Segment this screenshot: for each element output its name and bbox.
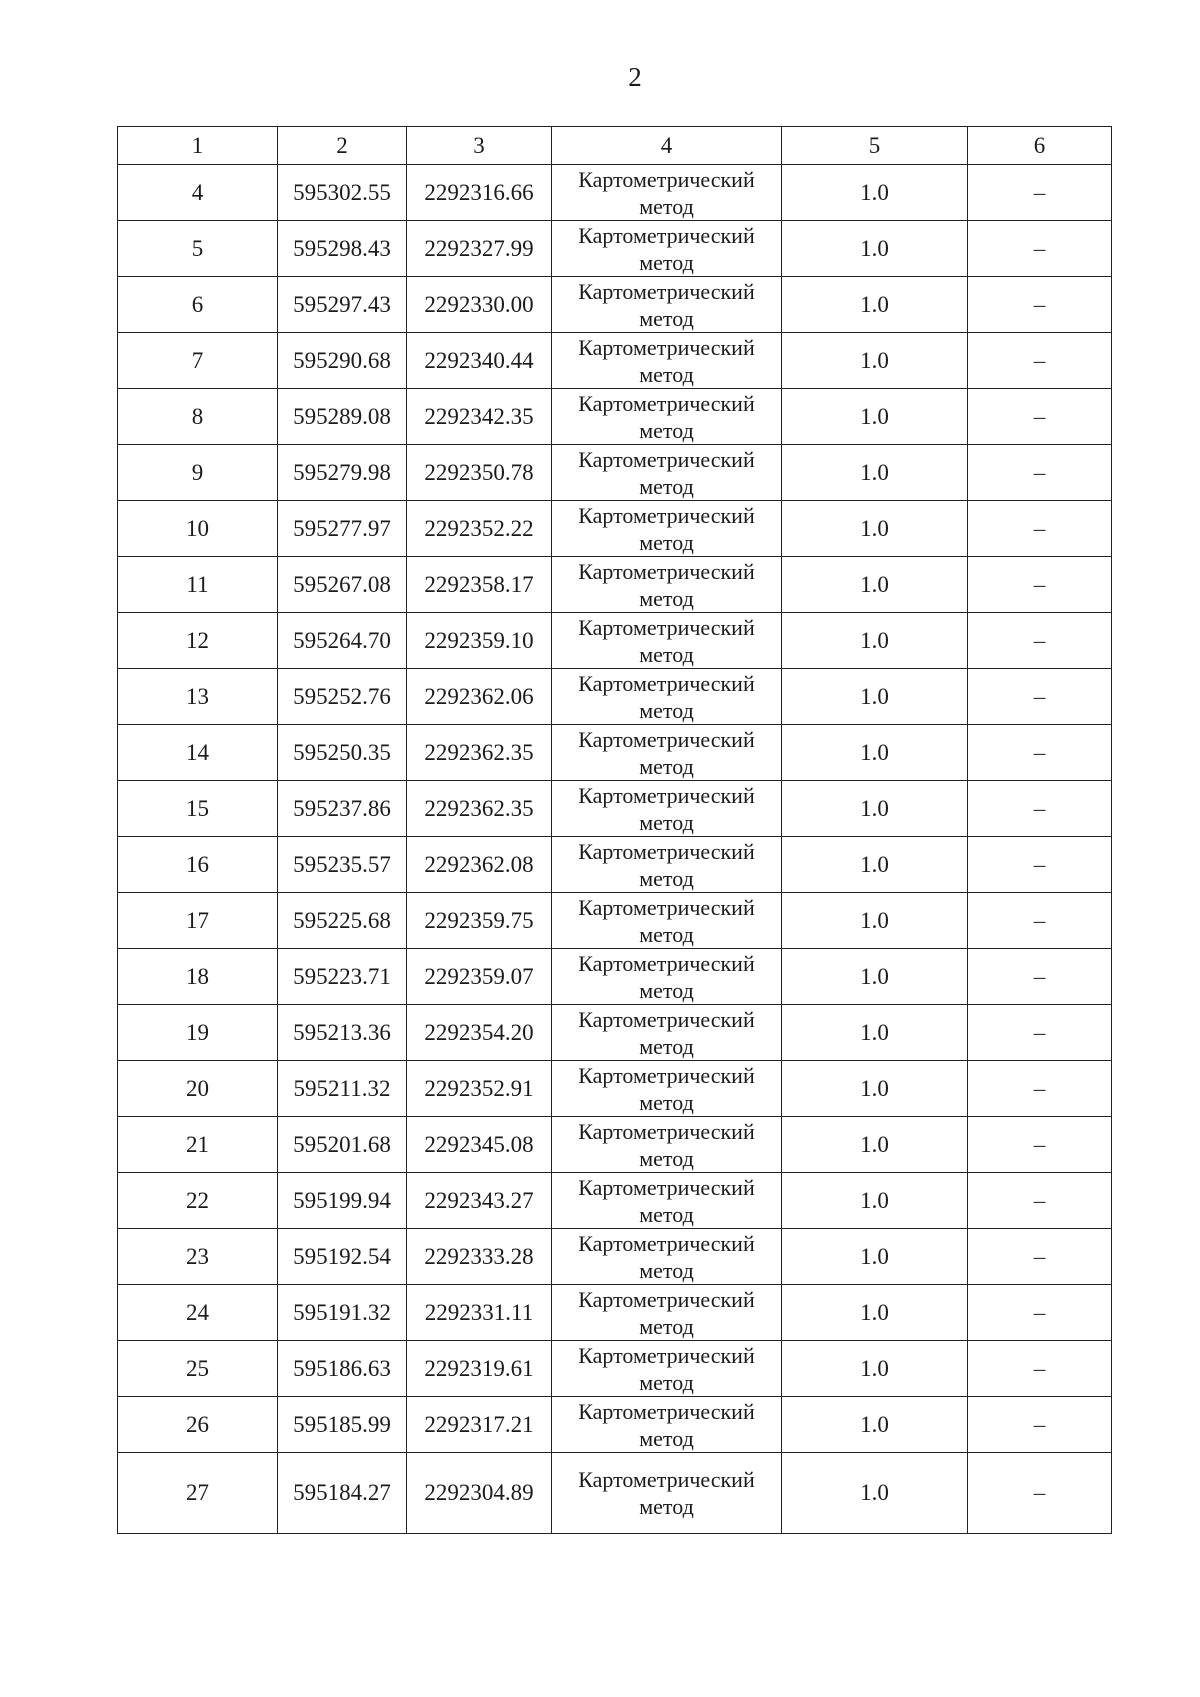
y-coordinate-cell: 2292316.66 <box>407 165 552 221</box>
y-coordinate-cell: 2292317.21 <box>407 1397 552 1453</box>
table-header-row <box>118 127 1112 165</box>
accuracy-cell: 1.0 <box>782 1285 968 1341</box>
method-line-1: Картометрический <box>578 1467 755 1492</box>
method-cell <box>552 1117 782 1173</box>
point-number-cell: 25 <box>118 1341 278 1397</box>
y-coordinate-cell: 2292359.10 <box>407 613 552 669</box>
table-row <box>118 949 1112 1005</box>
x-coordinate-cell: 595223.71 <box>278 949 407 1005</box>
note-cell: – <box>968 333 1112 389</box>
method-cell <box>552 221 782 277</box>
note-cell: – <box>968 1173 1112 1229</box>
method-line-1: Картометрический <box>578 1174 755 1200</box>
accuracy-cell: 1.0 <box>782 277 968 333</box>
note-cell: – <box>968 1061 1112 1117</box>
accuracy-cell: 1.0 <box>782 1005 968 1061</box>
x-coordinate-cell: 595235.57 <box>278 837 407 893</box>
note-cell: – <box>968 557 1112 613</box>
point-number-cell: 4 <box>118 165 278 221</box>
method-line-1: Картометрический <box>578 1118 755 1144</box>
point-number-cell: 10 <box>118 501 278 557</box>
column-header: 2 <box>278 127 407 165</box>
point-number-cell: 11 <box>118 557 278 613</box>
x-coordinate-cell: 595213.36 <box>278 1005 407 1061</box>
y-coordinate-cell: 2292327.99 <box>407 221 552 277</box>
method-cell <box>552 1397 782 1453</box>
method-line-1: Картометрический <box>578 558 755 584</box>
method-cell <box>552 725 782 781</box>
method-cell <box>552 1341 782 1397</box>
x-coordinate-cell: 595185.99 <box>278 1397 407 1453</box>
method-line-1: Картометрический <box>578 894 755 920</box>
note-cell: – <box>968 1397 1112 1453</box>
note-cell: – <box>968 221 1112 277</box>
method-line-2: метод <box>639 809 694 835</box>
method-cell <box>552 389 782 445</box>
method-line-1: Картометрический <box>578 166 755 192</box>
accuracy-cell: 1.0 <box>782 613 968 669</box>
page-number: 2 <box>628 62 642 92</box>
accuracy-cell: 1.0 <box>782 333 968 389</box>
point-number-cell: 17 <box>118 893 278 949</box>
method-cell <box>552 165 782 221</box>
x-coordinate-cell: 595277.97 <box>278 501 407 557</box>
x-coordinate-cell: 595279.98 <box>278 445 407 501</box>
point-number-cell: 14 <box>118 725 278 781</box>
note-cell: – <box>968 837 1112 893</box>
x-coordinate-cell: 595201.68 <box>278 1117 407 1173</box>
accuracy-cell: 1.0 <box>782 725 968 781</box>
method-line-2: метод <box>639 585 694 611</box>
point-number-cell: 13 <box>118 669 278 725</box>
method-line-2: метод <box>639 1089 694 1115</box>
method-cell <box>552 1285 782 1341</box>
column-header: 5 <box>782 127 968 165</box>
method-line-1: Картометрический <box>578 446 755 472</box>
table-row <box>118 725 1112 781</box>
table-row <box>118 221 1112 277</box>
accuracy-cell: 1.0 <box>782 1061 968 1117</box>
table-row <box>118 445 1112 501</box>
y-coordinate-cell: 2292359.07 <box>407 949 552 1005</box>
method-line-2: метод <box>639 1494 694 1519</box>
y-coordinate-cell: 2292362.08 <box>407 837 552 893</box>
method-cell <box>552 445 782 501</box>
y-coordinate-cell: 2292342.35 <box>407 389 552 445</box>
method-cell <box>552 613 782 669</box>
note-cell: – <box>968 669 1112 725</box>
method-line-2: метод <box>639 473 694 499</box>
method-cell <box>552 501 782 557</box>
accuracy-cell: 1.0 <box>782 221 968 277</box>
method-cell <box>552 277 782 333</box>
table-row <box>118 837 1112 893</box>
table-row <box>118 1285 1112 1341</box>
point-number-cell: 16 <box>118 837 278 893</box>
method-line-2: метод <box>639 1201 694 1227</box>
method-cell <box>552 781 782 837</box>
table-row <box>118 333 1112 389</box>
table-row <box>118 1173 1112 1229</box>
x-coordinate-cell: 595290.68 <box>278 333 407 389</box>
y-coordinate-cell: 2292362.35 <box>407 781 552 837</box>
method-line-2: метод <box>639 417 694 443</box>
x-coordinate-cell: 595186.63 <box>278 1341 407 1397</box>
method-line-1: Картометрический <box>578 670 755 696</box>
note-cell: – <box>968 501 1112 557</box>
column-header: 1 <box>118 127 278 165</box>
table-row <box>118 389 1112 445</box>
point-number-cell: 7 <box>118 333 278 389</box>
note-cell: – <box>968 389 1112 445</box>
accuracy-cell: 1.0 <box>782 389 968 445</box>
table-row <box>118 669 1112 725</box>
method-line-2: метод <box>639 1425 694 1451</box>
note-cell: – <box>968 277 1112 333</box>
method-line-2: метод <box>639 193 694 219</box>
note-cell: – <box>968 949 1112 1005</box>
method-line-1: Картометрический <box>578 334 755 360</box>
method-cell <box>552 557 782 613</box>
accuracy-cell: 1.0 <box>782 1341 968 1397</box>
note-cell: – <box>968 1005 1112 1061</box>
accuracy-cell: 1.0 <box>782 781 968 837</box>
method-line-1: Картометрический <box>578 614 755 640</box>
y-coordinate-cell: 2292331.11 <box>407 1285 552 1341</box>
table-row <box>118 277 1112 333</box>
method-cell <box>552 893 782 949</box>
point-number-cell: 8 <box>118 389 278 445</box>
x-coordinate-cell: 595250.35 <box>278 725 407 781</box>
column-header: 4 <box>552 127 782 165</box>
y-coordinate-cell: 2292354.20 <box>407 1005 552 1061</box>
method-cell <box>552 837 782 893</box>
coordinates-table <box>117 126 1112 1534</box>
method-line-1: Картометрический <box>578 502 755 528</box>
method-line-2: метод <box>639 921 694 947</box>
x-coordinate-cell: 595199.94 <box>278 1173 407 1229</box>
accuracy-cell: 1.0 <box>782 949 968 1005</box>
table-row <box>118 613 1112 669</box>
table-row <box>118 1117 1112 1173</box>
point-number-cell: 24 <box>118 1285 278 1341</box>
point-number-cell: 6 <box>118 277 278 333</box>
method-cell <box>552 949 782 1005</box>
point-number-cell: 27 <box>118 1453 278 1534</box>
accuracy-cell: 1.0 <box>782 837 968 893</box>
method-line-1: Картометрический <box>578 1398 755 1424</box>
point-number-cell: 9 <box>118 445 278 501</box>
x-coordinate-cell: 595191.32 <box>278 1285 407 1341</box>
accuracy-cell: 1.0 <box>782 445 968 501</box>
point-number-cell: 12 <box>118 613 278 669</box>
point-number-cell: 22 <box>118 1173 278 1229</box>
method-line-1: Картометрический <box>578 950 755 976</box>
x-coordinate-cell: 595302.55 <box>278 165 407 221</box>
table-row <box>118 781 1112 837</box>
method-line-1: Картометрический <box>578 726 755 752</box>
method-cell <box>552 1229 782 1285</box>
method-line-1: Картометрический <box>578 278 755 304</box>
method-line-2: метод <box>639 865 694 891</box>
x-coordinate-cell: 595192.54 <box>278 1229 407 1285</box>
y-coordinate-cell: 2292350.78 <box>407 445 552 501</box>
table-row <box>118 557 1112 613</box>
y-coordinate-cell: 2292333.28 <box>407 1229 552 1285</box>
method-cell <box>552 669 782 725</box>
method-line-1: Картометрический <box>578 1062 755 1088</box>
note-cell: – <box>968 1117 1112 1173</box>
accuracy-cell: 1.0 <box>782 1117 968 1173</box>
y-coordinate-cell: 2292362.06 <box>407 669 552 725</box>
method-line-2: метод <box>639 529 694 555</box>
method-cell <box>552 1005 782 1061</box>
point-number-cell: 19 <box>118 1005 278 1061</box>
note-cell: – <box>968 893 1112 949</box>
accuracy-cell: 1.0 <box>782 1229 968 1285</box>
y-coordinate-cell: 2292352.91 <box>407 1061 552 1117</box>
table-row <box>118 893 1112 949</box>
point-number-cell: 21 <box>118 1117 278 1173</box>
x-coordinate-cell: 595211.32 <box>278 1061 407 1117</box>
method-line-2: метод <box>639 977 694 1003</box>
table-body <box>118 127 1112 1534</box>
method-line-1: Картометрический <box>578 838 755 864</box>
x-coordinate-cell: 595298.43 <box>278 221 407 277</box>
table-row <box>118 1061 1112 1117</box>
y-coordinate-cell: 2292345.08 <box>407 1117 552 1173</box>
table-row <box>118 1397 1112 1453</box>
y-coordinate-cell: 2292359.75 <box>407 893 552 949</box>
table-row <box>118 165 1112 221</box>
y-coordinate-cell: 2292343.27 <box>407 1173 552 1229</box>
accuracy-cell: 1.0 <box>782 1453 968 1534</box>
method-line-1: Картометрический <box>578 390 755 416</box>
x-coordinate-cell: 595289.08 <box>278 389 407 445</box>
y-coordinate-cell: 2292319.61 <box>407 1341 552 1397</box>
table-row <box>118 1341 1112 1397</box>
accuracy-cell: 1.0 <box>782 669 968 725</box>
method-line-2: метод <box>639 1369 694 1395</box>
method-line-2: метод <box>639 361 694 387</box>
note-cell: – <box>968 1229 1112 1285</box>
table-row <box>118 1453 1112 1534</box>
accuracy-cell: 1.0 <box>782 557 968 613</box>
accuracy-cell: 1.0 <box>782 893 968 949</box>
note-cell: – <box>968 613 1112 669</box>
table-row <box>118 501 1112 557</box>
x-coordinate-cell: 595297.43 <box>278 277 407 333</box>
method-cell <box>552 1453 782 1534</box>
method-line-2: метод <box>639 697 694 723</box>
note-cell: – <box>968 1285 1112 1341</box>
method-cell <box>552 1061 782 1117</box>
note-cell: – <box>968 781 1112 837</box>
method-cell <box>552 333 782 389</box>
y-coordinate-cell: 2292358.17 <box>407 557 552 613</box>
table-row <box>118 1229 1112 1285</box>
method-cell <box>552 1173 782 1229</box>
x-coordinate-cell: 595252.76 <box>278 669 407 725</box>
y-coordinate-cell: 2292330.00 <box>407 277 552 333</box>
method-line-1: Картометрический <box>578 782 755 808</box>
method-line-1: Картометрический <box>578 1286 755 1312</box>
accuracy-cell: 1.0 <box>782 1173 968 1229</box>
method-line-1: Картометрический <box>578 222 755 248</box>
accuracy-cell: 1.0 <box>782 165 968 221</box>
accuracy-cell: 1.0 <box>782 1397 968 1453</box>
point-number-cell: 23 <box>118 1229 278 1285</box>
accuracy-cell: 1.0 <box>782 501 968 557</box>
x-coordinate-cell: 595267.08 <box>278 557 407 613</box>
note-cell: – <box>968 1453 1112 1534</box>
note-cell: – <box>968 1341 1112 1397</box>
method-line-2: метод <box>639 1145 694 1171</box>
note-cell: – <box>968 725 1112 781</box>
x-coordinate-cell: 595237.86 <box>278 781 407 837</box>
table-row <box>118 1005 1112 1061</box>
point-number-cell: 26 <box>118 1397 278 1453</box>
x-coordinate-cell: 595225.68 <box>278 893 407 949</box>
y-coordinate-cell: 2292352.22 <box>407 501 552 557</box>
y-coordinate-cell: 2292362.35 <box>407 725 552 781</box>
x-coordinate-cell: 595264.70 <box>278 613 407 669</box>
method-line-1: Картометрический <box>578 1342 755 1368</box>
point-number-cell: 20 <box>118 1061 278 1117</box>
y-coordinate-cell: 2292340.44 <box>407 333 552 389</box>
column-header: 3 <box>407 127 552 165</box>
method-line-2: метод <box>639 641 694 667</box>
method-line-2: метод <box>639 1313 694 1339</box>
point-number-cell: 18 <box>118 949 278 1005</box>
method-line-2: метод <box>639 249 694 275</box>
method-line-2: метод <box>639 305 694 331</box>
method-line-1: Картометрический <box>578 1230 755 1256</box>
column-header: 6 <box>968 127 1112 165</box>
y-coordinate-cell: 2292304.89 <box>407 1453 552 1534</box>
point-number-cell: 15 <box>118 781 278 837</box>
x-coordinate-cell: 595184.27 <box>278 1453 407 1534</box>
method-line-2: метод <box>639 1033 694 1059</box>
method-line-2: метод <box>639 753 694 779</box>
note-cell: – <box>968 445 1112 501</box>
method-line-1: Картометрический <box>578 1006 755 1032</box>
method-line-2: метод <box>639 1257 694 1283</box>
point-number-cell: 5 <box>118 221 278 277</box>
note-cell: – <box>968 165 1112 221</box>
